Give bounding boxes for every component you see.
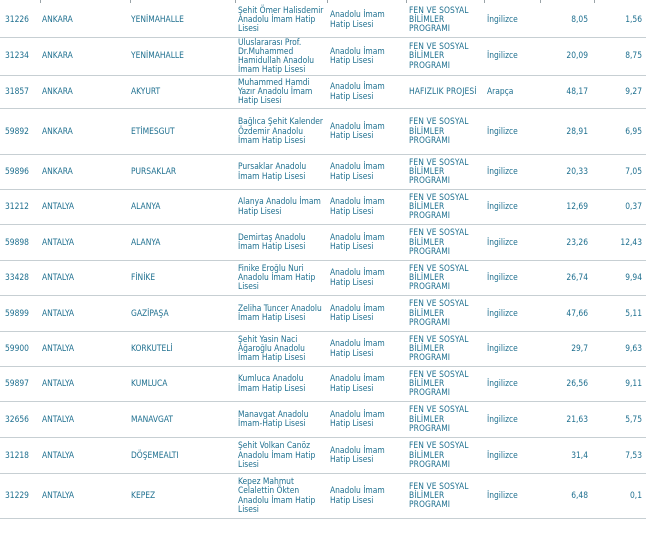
foreign-language: İngilizce — [484, 189, 540, 224]
score-1: 26,56 — [540, 366, 594, 401]
program-field: HAFIZLIK PROJESİ — [406, 75, 484, 108]
score-2: 7,53 — [594, 437, 646, 473]
province: ANTALYA — [40, 224, 130, 260]
score-2: 12,43 — [594, 224, 646, 260]
school-type: Anadolu İmam Hatip Lisesi — [327, 473, 406, 518]
school-type: Anadolu İmam Hatip Lisesi — [327, 401, 406, 437]
program-field: FEN VE SOSYAL BİLİMLER PROGRAMI — [406, 437, 484, 473]
school-type: Anadolu İmam Hatip Lisesi — [327, 224, 406, 260]
school-name: Manavgat Anadolu İmam-Hatip Lisesi — [235, 401, 327, 437]
school-code: 31857 — [0, 75, 40, 108]
foreign-language: İngilizce — [484, 37, 540, 75]
district: YENİMAHALLE — [130, 37, 235, 75]
school-name: Demirtaş Anadolu İmam Hatip Lisesi — [235, 224, 327, 260]
school-name: Şehit Volkan Canöz Anadolu İmam Hatip Lisesi — [235, 437, 327, 473]
school-code: 59896 — [0, 154, 40, 189]
province: ANTALYA — [40, 401, 130, 437]
table-row — [0, 437, 646, 473]
district: KORKUTELİ — [130, 331, 235, 366]
district: GAZİPAŞA — [130, 295, 235, 331]
score-1: 20,09 — [540, 37, 594, 75]
score-2: 9,94 — [594, 260, 646, 295]
foreign-language: İngilizce — [484, 366, 540, 401]
province: ANKARA — [40, 37, 130, 75]
score-1: 23,26 — [540, 224, 594, 260]
table-row — [0, 366, 646, 401]
school-name: Uluslararası Prof. Dr.Muhammed Hamidullah Anadolu İmam Hatip Lisesi — [235, 37, 327, 75]
score-1: 26,74 — [540, 260, 594, 295]
district: YENİMAHALLE — [130, 3, 235, 37]
school-name: Kepez Mahmut Celalettin Ökten Anadolu İmam Hatip Lisesi — [235, 473, 327, 518]
score-2: 0,1 — [594, 473, 646, 518]
school-code: 59898 — [0, 224, 40, 260]
program-field: FEN VE SOSYAL BİLİMLER PROGRAMI — [406, 3, 484, 37]
school-type: Anadolu İmam Hatip Lisesi — [327, 3, 406, 37]
score-1: 28,91 — [540, 108, 594, 154]
foreign-language: İngilizce — [484, 108, 540, 154]
province: ANTALYA — [40, 189, 130, 224]
score-2: 1,56 — [594, 3, 646, 37]
foreign-language: İngilizce — [484, 401, 540, 437]
program-field: FEN VE SOSYAL BİLİMLER PROGRAMI — [406, 473, 484, 518]
school-type: Anadolu İmam Hatip Lisesi — [327, 37, 406, 75]
province: ANTALYA — [40, 366, 130, 401]
school-name: Pursaklar Anadolu İmam Hatip Lisesi — [235, 154, 327, 189]
score-1: 8,05 — [540, 3, 594, 37]
school-name: Alanya Anadolu İmam Hatip Lisesi — [235, 189, 327, 224]
district: KEPEZ — [130, 473, 235, 518]
school-type: Anadolu İmam Hatip Lisesi — [327, 295, 406, 331]
score-1: 20,33 — [540, 154, 594, 189]
program-field: FEN VE SOSYAL BİLİMLER PROGRAMI — [406, 401, 484, 437]
score-2: 8,75 — [594, 37, 646, 75]
school-name: Şehit Ömer Halisdemir Anadolu İmam Hatip Lisesi — [235, 3, 327, 37]
province: ANTALYA — [40, 437, 130, 473]
district: DÖŞEMEALTI — [130, 437, 235, 473]
school-type: Anadolu İmam Hatip Lisesi — [327, 108, 406, 154]
program-field: FEN VE SOSYAL BİLİMLER PROGRAMI — [406, 224, 484, 260]
school-name: Muhammed Hamdi Yazır Anadolu İmam Hatip Lisesi — [235, 75, 327, 108]
score-2: 6,95 — [594, 108, 646, 154]
table-row — [0, 108, 646, 154]
school-type: Anadolu İmam Hatip Lisesi — [327, 260, 406, 295]
score-1: 48,17 — [540, 75, 594, 108]
program-field: FEN VE SOSYAL BİLİMLER PROGRAMI — [406, 108, 484, 154]
school-type: Anadolu İmam Hatip Lisesi — [327, 366, 406, 401]
table-row — [0, 295, 646, 331]
program-field: FEN VE SOSYAL BİLİMLER PROGRAMI — [406, 366, 484, 401]
school-code: 59900 — [0, 331, 40, 366]
score-2: 7,05 — [594, 154, 646, 189]
score-1: 6,48 — [540, 473, 594, 518]
program-field: FEN VE SOSYAL BİLİMLER PROGRAMI — [406, 331, 484, 366]
province: ANTALYA — [40, 260, 130, 295]
school-code: 31218 — [0, 437, 40, 473]
school-name: Kumluca Anadolu İmam Hatip Lisesi — [235, 366, 327, 401]
foreign-language: İngilizce — [484, 154, 540, 189]
foreign-language: İngilizce — [484, 437, 540, 473]
table-row — [0, 3, 646, 37]
score-1: 12,69 — [540, 189, 594, 224]
school-type: Anadolu İmam Hatip Lisesi — [327, 154, 406, 189]
school-type: Anadolu İmam Hatip Lisesi — [327, 437, 406, 473]
school-code: 31226 — [0, 3, 40, 37]
program-field: FEN VE SOSYAL BİLİMLER PROGRAMI — [406, 295, 484, 331]
table-row — [0, 37, 646, 75]
program-field: FEN VE SOSYAL BİLİMLER PROGRAMI — [406, 260, 484, 295]
province: ANKARA — [40, 75, 130, 108]
program-field: FEN VE SOSYAL BİLİMLER PROGRAMI — [406, 189, 484, 224]
school-name: Zeliha Tuncer Anadolu İmam Hatip Lisesi — [235, 295, 327, 331]
foreign-language: İngilizce — [484, 260, 540, 295]
table-row — [0, 401, 646, 437]
province: ANKARA — [40, 154, 130, 189]
school-type: Anadolu İmam Hatip Lisesi — [327, 189, 406, 224]
school-code: 32656 — [0, 401, 40, 437]
foreign-language: İngilizce — [484, 295, 540, 331]
school-name: Şehit Yasin Naci Ağaroğlu Anadolu İmam Hatip Lisesi — [235, 331, 327, 366]
province: ANTALYA — [40, 331, 130, 366]
score-2: 0,37 — [594, 189, 646, 224]
score-2: 5,75 — [594, 401, 646, 437]
province: ANKARA — [40, 108, 130, 154]
score-1: 21,63 — [540, 401, 594, 437]
table-row — [0, 260, 646, 295]
school-code: 31212 — [0, 189, 40, 224]
score-2: 9,63 — [594, 331, 646, 366]
district: AKYURT — [130, 75, 235, 108]
score-1: 29,7 — [540, 331, 594, 366]
school-code: 33428 — [0, 260, 40, 295]
foreign-language: Arapça — [484, 75, 540, 108]
table-row — [0, 75, 646, 108]
school-name: Bağlıca Şehit Kalender Özdemir Anadolu İmam Hatip Lisesi — [235, 108, 327, 154]
score-1: 47,66 — [540, 295, 594, 331]
district: MANAVGAT — [130, 401, 235, 437]
district: PURSAKLAR — [130, 154, 235, 189]
foreign-language: İngilizce — [484, 331, 540, 366]
district: ETİMESGUT — [130, 108, 235, 154]
province: ANTALYA — [40, 295, 130, 331]
table-row — [0, 473, 646, 518]
foreign-language: İngilizce — [484, 224, 540, 260]
school-code: 31234 — [0, 37, 40, 75]
table-row — [0, 189, 646, 224]
district: FİNİKE — [130, 260, 235, 295]
school-code: 59897 — [0, 366, 40, 401]
program-field: FEN VE SOSYAL BİLİMLER PROGRAMI — [406, 154, 484, 189]
table-row — [0, 224, 646, 260]
school-type: Anadolu İmam Hatip Lisesi — [327, 331, 406, 366]
score-2: 5,11 — [594, 295, 646, 331]
program-field: FEN VE SOSYAL BİLİMLER PROGRAMI — [406, 37, 484, 75]
table-body — [0, 3, 646, 518]
school-code: 31229 — [0, 473, 40, 518]
score-1: 31,4 — [540, 437, 594, 473]
foreign-language: İngilizce — [484, 473, 540, 518]
school-table — [0, 3, 646, 519]
district: ALANYA — [130, 189, 235, 224]
foreign-language: İngilizce — [484, 3, 540, 37]
district: KUMLUCA — [130, 366, 235, 401]
score-2: 9,27 — [594, 75, 646, 108]
school-type: Anadolu İmam Hatip Lisesi — [327, 75, 406, 108]
province: ANTALYA — [40, 473, 130, 518]
school-name: Finike Eroğlu Nuri Anadolu İmam Hatip Lisesi — [235, 260, 327, 295]
table-row — [0, 331, 646, 366]
table-row — [0, 154, 646, 189]
school-code: 59899 — [0, 295, 40, 331]
district: ALANYA — [130, 224, 235, 260]
province: ANKARA — [40, 3, 130, 37]
school-code: 59892 — [0, 108, 40, 154]
score-2: 9,11 — [594, 366, 646, 401]
